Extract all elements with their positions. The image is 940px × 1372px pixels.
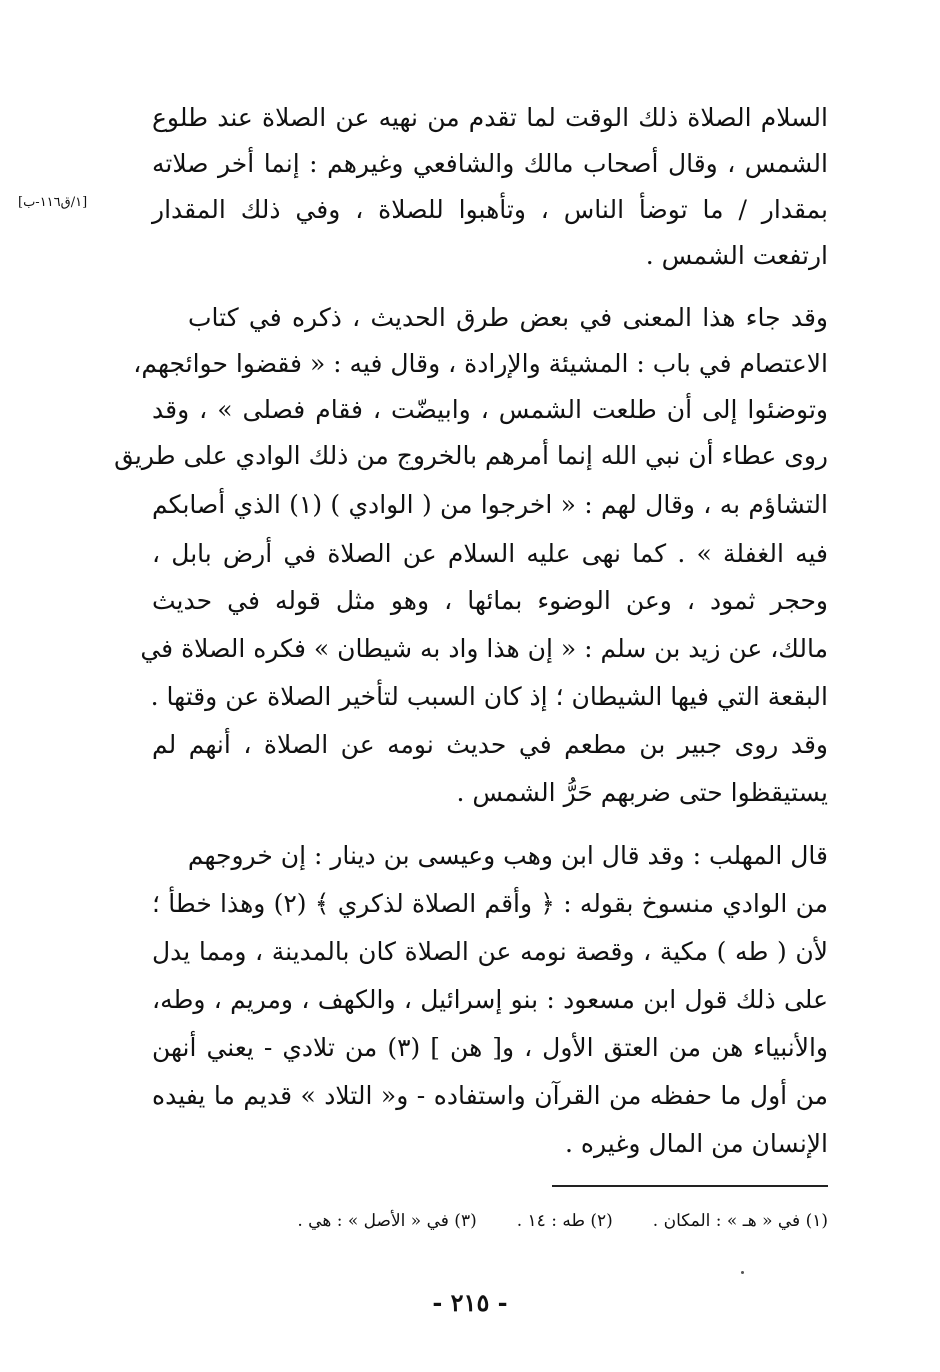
text-line: وتوضئوا إلى أن طلعت الشمس ، وابيضّت ، فقام فصلى » ، وقد [152, 395, 828, 424]
footnote-3: (٣) في « الأصل » : هي . [297, 1211, 477, 1231]
scan-speck [741, 1271, 744, 1274]
footnote-1: (١) في « هـ » : المكان . [652, 1211, 828, 1231]
text-line: الإنسان من المال وغيره . [565, 1129, 828, 1158]
text-line: وقد جاء هذا المعنى في بعض طرق الحديث ، ذكره في كتاب [188, 303, 828, 332]
text-line: البقعة التي فيها الشيطان ؛ إذ كان السبب لتأخير الصلاة عن وقتها . [150, 682, 828, 711]
footnote-separator [552, 1185, 828, 1187]
text-line: والأنبياء هن من العتق الأول ، و[ هن ] (٣) من تلادي - يعني أنهن [152, 1033, 828, 1062]
text-line: لأن ( طه ) مكية ، وقصة نومه عن الصلاة كان بالمدينة ، ومما يدل [152, 937, 828, 966]
text-line: من أول ما حفظه من القرآن واستفاده - و« التلاد » قديم ما يفيده [152, 1081, 828, 1110]
text-line: ارتفعت الشمس . [645, 241, 828, 270]
footnote-2: (٢) طه : ١٤ . [516, 1211, 613, 1231]
footnotes [152, 1206, 828, 1236]
text-line: من الوادي منسوخ بقوله : ﴿ وأقم الصلاة لذكري ﴾ (٢) وهذا خطأ ؛ [152, 889, 828, 918]
page-number: - ٢١٥ - [432, 1288, 508, 1317]
text-line: وقد روى جبير بن مطعم في حديث نومه عن الصلاة ، أنهم لم [152, 730, 828, 759]
text-line: قال المهلب : وقد قال ابن وهب وعيسى بن دينار : إن خروجهم [187, 841, 828, 870]
text-line: بمقدار / ما توضأ الناس ، وتأهبوا للصلاة ، وفي ذلك المقدار [152, 195, 828, 224]
margin-folio-note: [١/ق١١٦-ب] [18, 195, 88, 210]
text-line: مالك، عن زيد بن سلم : « إن هذا واد به شيطان » فكره الصلاة في [140, 634, 828, 663]
text-line: السلام الصلاة ذلك الوقت لما تقدم من نهيه عن الصلاة عند طلوع [152, 103, 828, 132]
text-line: فيه الغفلة » . كما نهى عليه السلام عن الصلاة في أرض بابل ، [152, 539, 828, 568]
text-line: على ذلك قول ابن مسعود : بنو إسرائيل ، والكهف ، ومريم ، وطه، [152, 985, 828, 1014]
text-line: التشاؤم به ، وقال لهم : « اخرجوا من ( الوادي ) (١) الذي أصابكم [152, 490, 828, 519]
text-line: وحجر ثمود ، وعن الوضوء بمائها ، وهو مثل قوله في حديث [152, 586, 828, 615]
text-line: يستيقظوا حتى ضربهم حَرُّ الشمس . [456, 778, 828, 807]
text-line: الشمس ، وقال أصحاب مالك والشافعي وغيرهم : إنما أخر صلاته [152, 149, 828, 178]
text-line: الاعتصام في باب : المشيئة والإرادة ، وقال فيه : « فقضوا حوائجهم، [133, 349, 828, 378]
text-line: روى عطاء أن نبي الله إنما أمرهم بالخروج من ذلك الوادي على طريق [114, 441, 828, 470]
